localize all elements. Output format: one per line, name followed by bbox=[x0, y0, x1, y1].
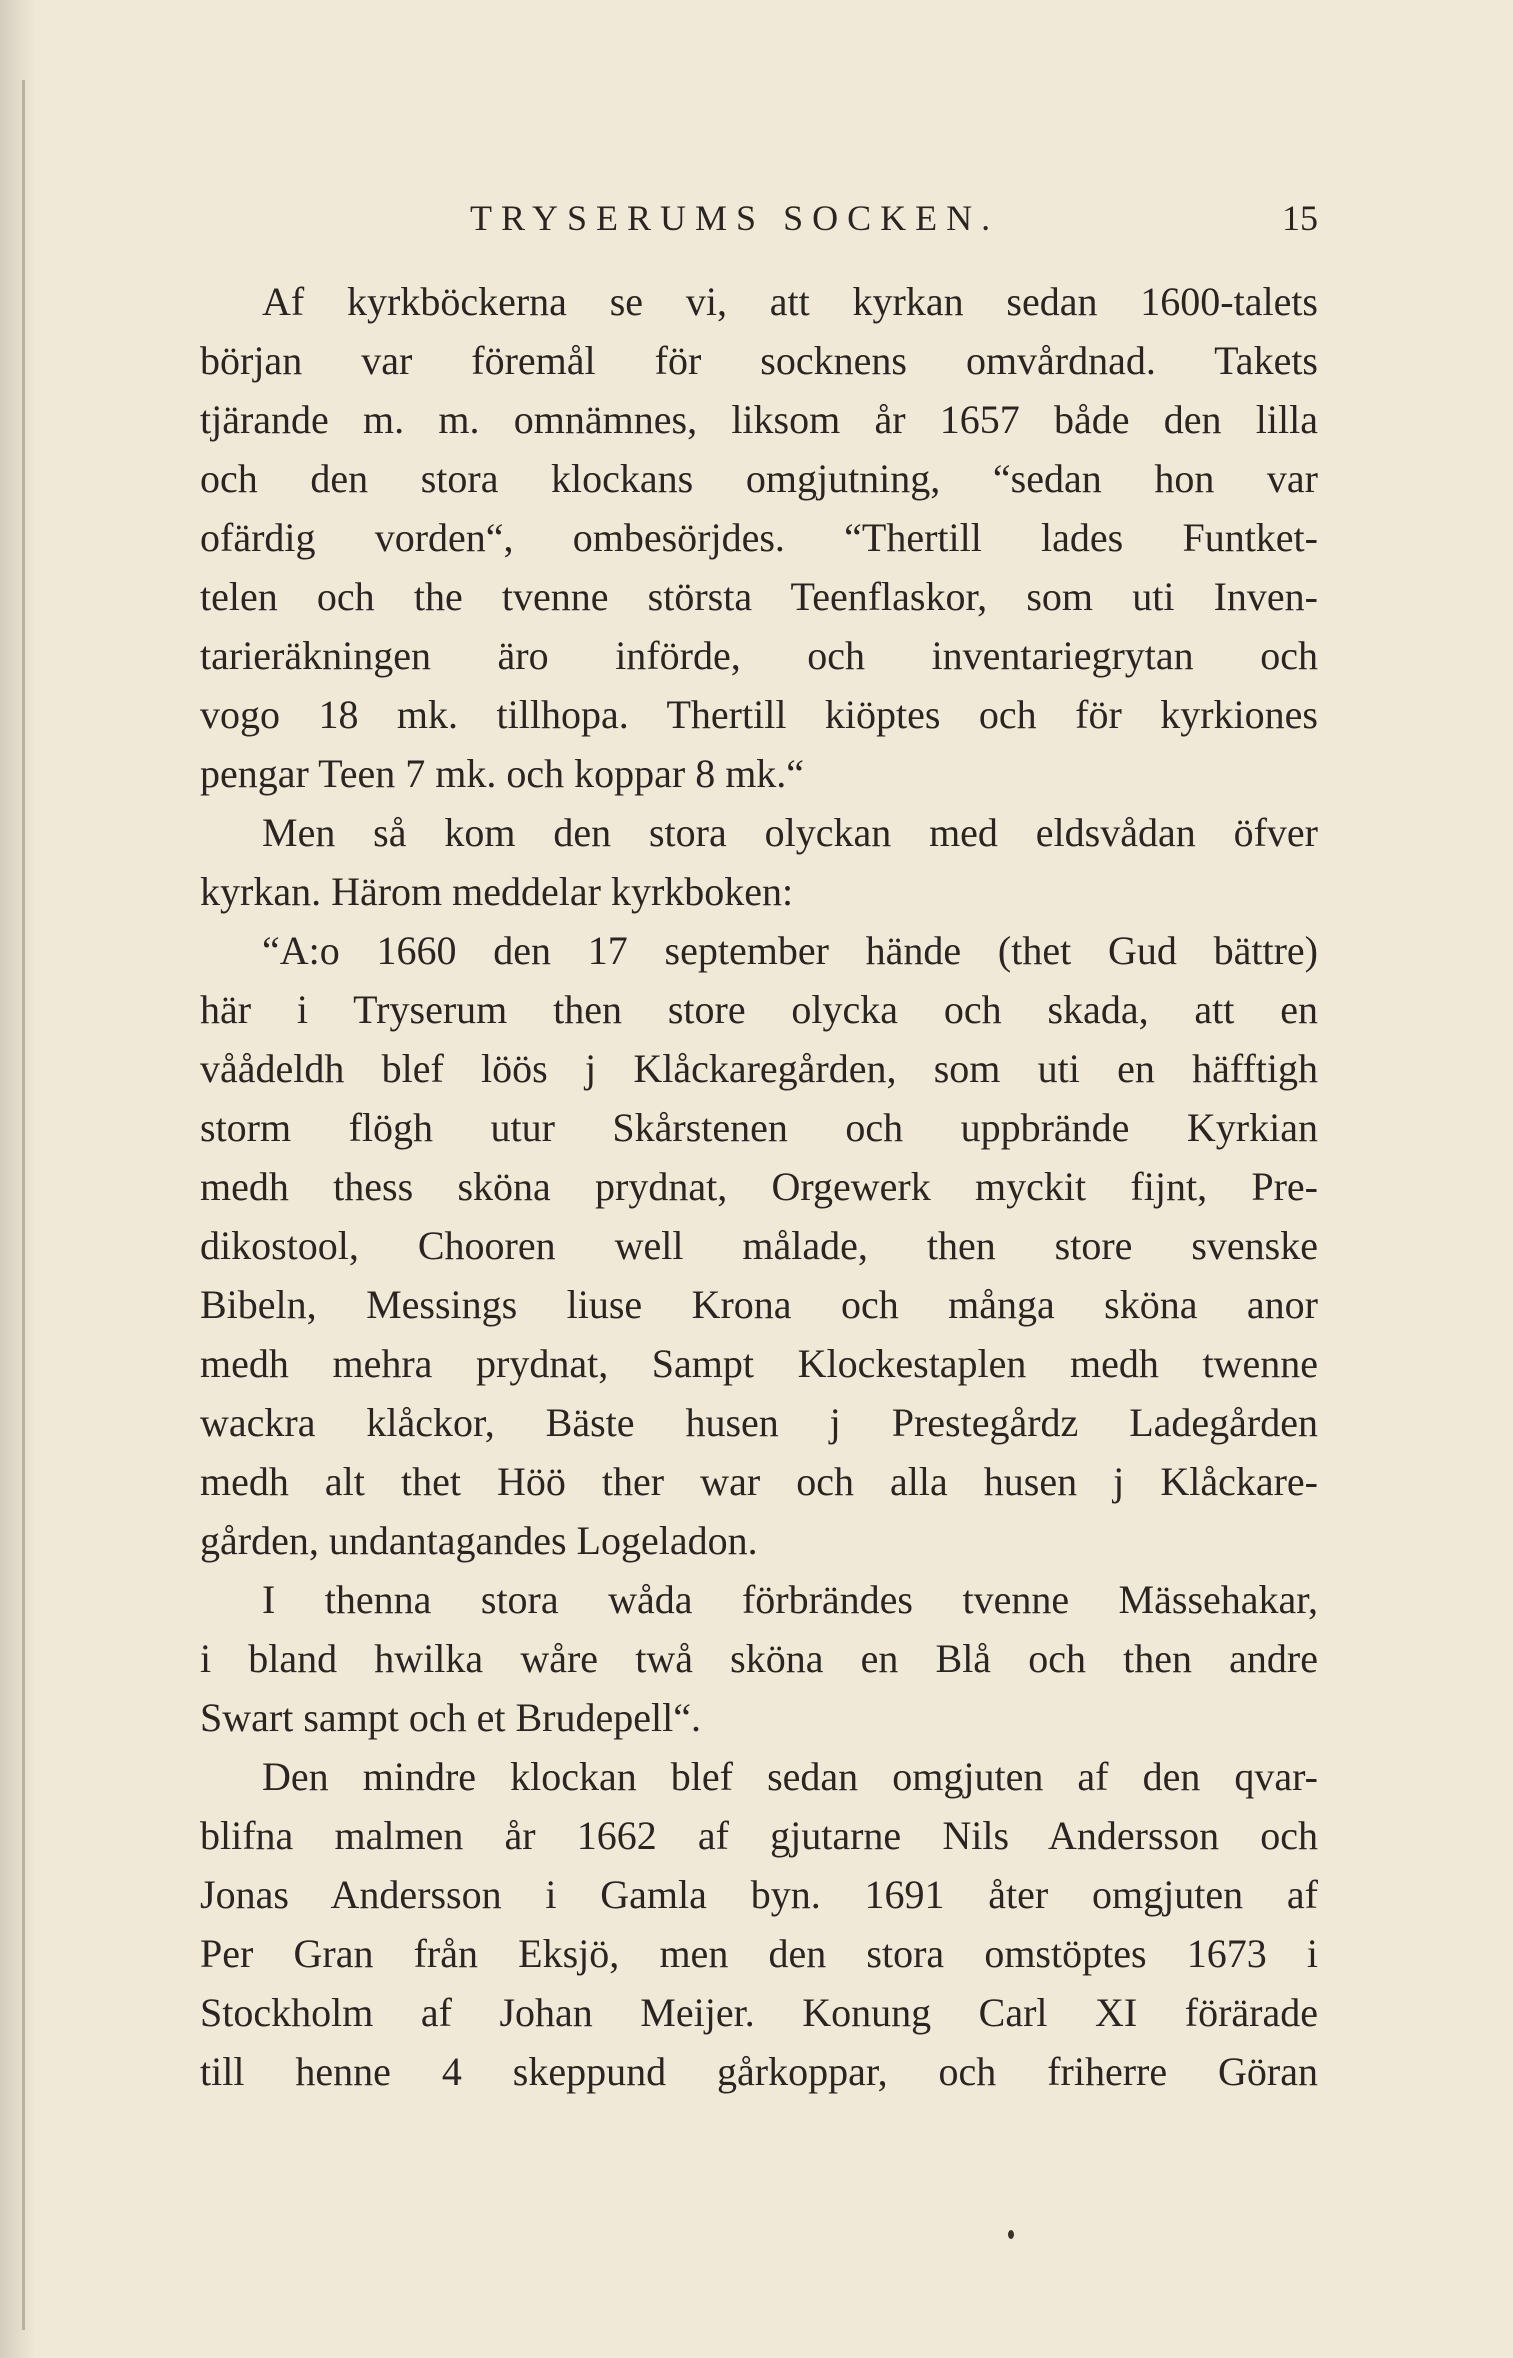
text-line: kyrkan. Härom meddelar kyrkboken: bbox=[200, 869, 794, 914]
text-line: Per Gran från Eksjö, men den stora omstöptes 1673 i bbox=[200, 1931, 1318, 1976]
text-line: pengar Teen 7 mk. och koppar 8 mk.“ bbox=[200, 751, 805, 796]
body-text bbox=[200, 272, 1318, 2101]
text-line: medh alt thet Höö ther war och alla husen j Klåckare- bbox=[200, 1459, 1318, 1504]
text-line: “A:o 1660 den 17 september hände (thet Gud bättre) bbox=[262, 928, 1318, 973]
text-line: i bland hwilka wåre twå sköna en Blå och then andre bbox=[200, 1636, 1318, 1681]
text-line: wackra klåckor, Bäste husen j Prestegårdz Ladegården bbox=[200, 1400, 1318, 1445]
text-line: Bibeln, Messings liuse Krona och många sköna anor bbox=[200, 1282, 1318, 1327]
text-line: Swart sampt och et Brudepell“. bbox=[200, 1695, 701, 1740]
text-line: början var föremål för socknens omvårdnad. Takets bbox=[200, 338, 1318, 383]
text-line: ofärdig vorden“, ombesörjdes. “Thertill lades Funtket- bbox=[200, 515, 1318, 560]
running-title: TRYSERUMS SOCKEN. bbox=[470, 198, 1000, 238]
text-line: till henne 4 skeppund gårkoppar, och friherre Göran bbox=[200, 2049, 1318, 2094]
text-line: vogo 18 mk. tillhopa. Thertill kiöptes och för kyrkiones bbox=[200, 692, 1318, 737]
text-line: här i Tryserum then store olycka och skada, att en bbox=[200, 987, 1318, 1032]
text-line: dikostool, Chooren well målade, then store svenske bbox=[200, 1223, 1318, 1268]
text-line: Den mindre klockan blef sedan omgjuten af den qvar- bbox=[262, 1754, 1318, 1799]
text-line: Stockholm af Johan Meijer. Konung Carl XI förärade bbox=[200, 1990, 1318, 2035]
text-line: Af kyrkböckerna se vi, att kyrkan sedan 1600-talets bbox=[262, 279, 1318, 324]
text-line: tarieräkningen äro införde, och inventariegrytan och bbox=[200, 633, 1318, 678]
text-line: gården, undantagandes Logeladon. bbox=[200, 1518, 758, 1563]
text-line: I thenna stora wåda förbrändes tvenne Mässehakar, bbox=[262, 1577, 1318, 1622]
text-line: storm flögh utur Skårstenen och uppbrände Kyrkian bbox=[200, 1105, 1318, 1150]
page-header bbox=[200, 193, 1318, 243]
text-line: medh thess sköna prydnat, Orgewerk myckit fijnt, Pre- bbox=[200, 1164, 1318, 1209]
text-line: våådeldh blef löös j Klåckaregården, som uti en häfftigh bbox=[200, 1046, 1318, 1091]
text-line: tjärande m. m. omnämnes, liksom år 1657 både den lilla bbox=[200, 397, 1318, 442]
text-line: Men så kom den stora olyckan med eldsvådan öfver bbox=[262, 810, 1318, 855]
text-line: och den stora klockans omgjutning, “sedan hon var bbox=[200, 456, 1318, 501]
text-line: medh mehra prydnat, Sampt Klockestaplen medh twenne bbox=[200, 1341, 1318, 1386]
ink-speck bbox=[1008, 2230, 1014, 2239]
binding-edge bbox=[22, 80, 25, 2330]
text-line: telen och the tvenne största Teenflaskor, som uti Inven- bbox=[200, 574, 1318, 619]
text-line: Jonas Andersson i Gamla byn. 1691 åter omgjuten af bbox=[200, 1872, 1318, 1917]
page-gutter bbox=[0, 0, 34, 2358]
text-line: blifna malmen år 1662 af gjutarne Nils Andersson och bbox=[200, 1813, 1318, 1858]
page-number: 15 bbox=[1282, 198, 1318, 238]
